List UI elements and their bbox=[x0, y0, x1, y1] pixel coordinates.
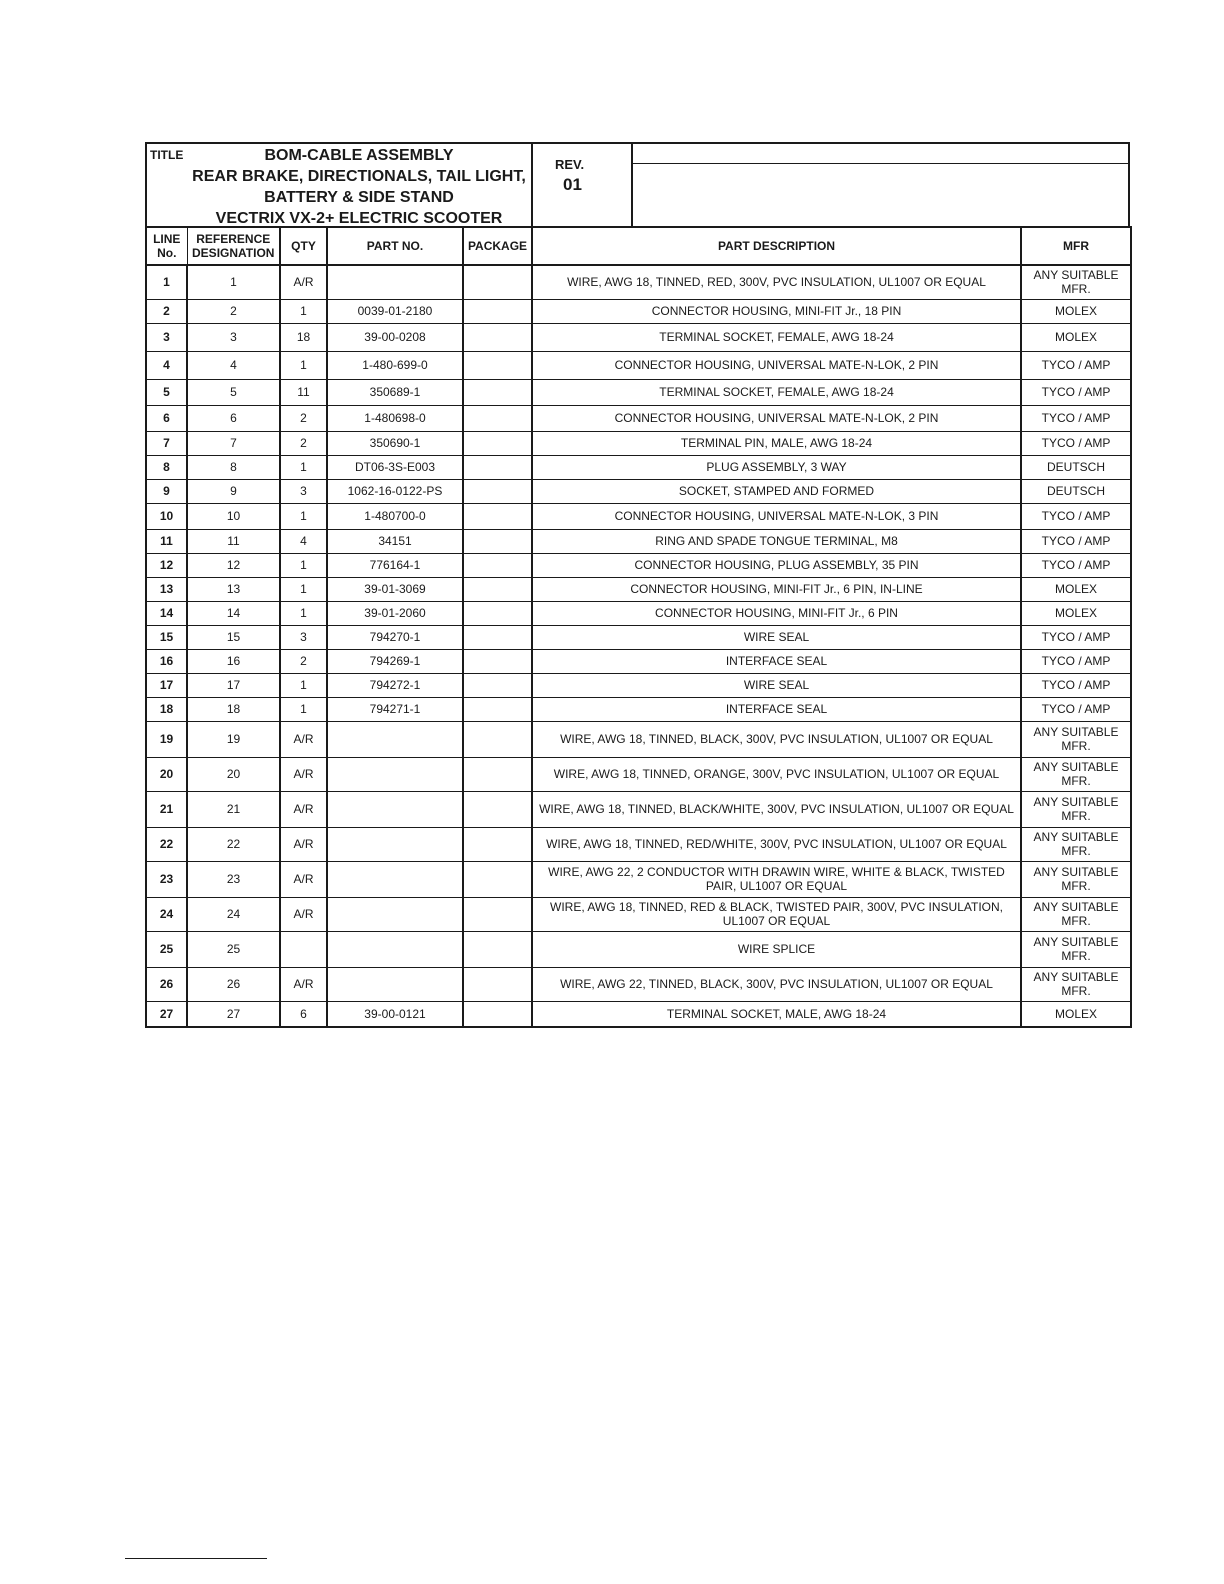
cell-reference-designation: 4 bbox=[187, 351, 280, 379]
cell-qty: 3 bbox=[280, 625, 327, 649]
cell-mfr: ANY SUITABLE MFR. bbox=[1021, 791, 1131, 827]
document-title bbox=[187, 145, 531, 229]
cell-reference-designation: 10 bbox=[187, 503, 280, 529]
cell-package bbox=[463, 601, 532, 625]
cell-package bbox=[463, 1001, 532, 1027]
cell-qty: A/R bbox=[280, 861, 327, 897]
cell-part-description: WIRE SEAL bbox=[532, 625, 1021, 649]
cell-line-no: 15 bbox=[146, 625, 187, 649]
cell-qty: 18 bbox=[280, 323, 327, 351]
cell-line-no: 2 bbox=[146, 299, 187, 323]
cell-line-no: 24 bbox=[146, 897, 187, 931]
cell-part-description: TERMINAL SOCKET, MALE, AWG 18-24 bbox=[532, 1001, 1021, 1027]
cell-mfr: ANY SUITABLE MFR. bbox=[1021, 265, 1131, 299]
cell-line-no: 9 bbox=[146, 479, 187, 503]
cell-part-description: TERMINAL SOCKET, FEMALE, AWG 18-24 bbox=[532, 379, 1021, 405]
cell-mfr: ANY SUITABLE MFR. bbox=[1021, 931, 1131, 967]
cell-qty bbox=[280, 931, 327, 967]
table-header bbox=[146, 227, 1131, 265]
cell-mfr: ANY SUITABLE MFR. bbox=[1021, 757, 1131, 791]
table-row bbox=[146, 405, 1131, 431]
column-header-reference-designation bbox=[187, 227, 280, 265]
cell-package bbox=[463, 625, 532, 649]
column-header-qty: QTY bbox=[280, 227, 327, 265]
cell-part-no bbox=[327, 791, 463, 827]
cell-part-description: PLUG ASSEMBLY, 3 WAY bbox=[532, 455, 1021, 479]
cell-line-no: 18 bbox=[146, 697, 187, 721]
cell-mfr: MOLEX bbox=[1021, 323, 1131, 351]
cell-line-no: 17 bbox=[146, 673, 187, 697]
table-row bbox=[146, 577, 1131, 601]
cell-package bbox=[463, 379, 532, 405]
cell-mfr: TYCO / AMP bbox=[1021, 649, 1131, 673]
cell-part-description: INTERFACE SEAL bbox=[532, 697, 1021, 721]
cell-part-description: WIRE, AWG 22, TINNED, BLACK, 300V, PVC INSULATION, UL1007 OR EQUAL bbox=[532, 967, 1021, 1001]
cell-mfr: MOLEX bbox=[1021, 299, 1131, 323]
cell-reference-designation: 24 bbox=[187, 897, 280, 931]
cell-qty: A/R bbox=[280, 791, 327, 827]
cell-package bbox=[463, 897, 532, 931]
cell-package bbox=[463, 529, 532, 553]
table-row bbox=[146, 379, 1131, 405]
cell-line-no: 21 bbox=[146, 791, 187, 827]
table-row bbox=[146, 1001, 1131, 1027]
cell-mfr: ANY SUITABLE MFR. bbox=[1021, 861, 1131, 897]
cell-qty: 1 bbox=[280, 351, 327, 379]
cell-part-description: WIRE, AWG 22, 2 CONDUCTOR WITH DRAWIN WIRE, WHITE & BLACK, TWISTED PAIR, UL1007 OR EQUAL bbox=[532, 861, 1021, 897]
cell-reference-designation: 25 bbox=[187, 931, 280, 967]
title-line: VECTRIX VX-2+ ELECTRIC SCOOTER bbox=[215, 210, 503, 227]
cell-part-description: CONNECTOR HOUSING, UNIVERSAL MATE-N-LOK, 2 PIN bbox=[532, 405, 1021, 431]
cell-reference-designation: 15 bbox=[187, 625, 280, 649]
cell-part-no: 1-480700-0 bbox=[327, 503, 463, 529]
cell-part-no: 1-480698-0 bbox=[327, 405, 463, 431]
table-row bbox=[146, 553, 1131, 577]
cell-line-no: 16 bbox=[146, 649, 187, 673]
table-row bbox=[146, 721, 1131, 757]
revision-value: 01 bbox=[563, 175, 582, 194]
cell-mfr: TYCO / AMP bbox=[1021, 529, 1131, 553]
cell-package bbox=[463, 431, 532, 455]
cell-package bbox=[463, 323, 532, 351]
cell-line-no: 14 bbox=[146, 601, 187, 625]
cell-reference-designation: 22 bbox=[187, 827, 280, 861]
cell-package bbox=[463, 553, 532, 577]
cell-part-description: INTERFACE SEAL bbox=[532, 649, 1021, 673]
cell-part-no bbox=[327, 265, 463, 299]
cell-line-no: 12 bbox=[146, 553, 187, 577]
column-header-package: PACKAGE bbox=[463, 227, 532, 265]
bom-sheet bbox=[145, 142, 1130, 1028]
table-row bbox=[146, 827, 1131, 861]
cell-package bbox=[463, 967, 532, 1001]
cell-package bbox=[463, 931, 532, 967]
cell-part-no bbox=[327, 861, 463, 897]
cell-mfr: ANY SUITABLE MFR. bbox=[1021, 721, 1131, 757]
cell-part-no: 794272-1 bbox=[327, 673, 463, 697]
footnote-separator bbox=[125, 1558, 267, 1559]
cell-line-no: 3 bbox=[146, 323, 187, 351]
cell-part-description: TERMINAL SOCKET, FEMALE, AWG 18-24 bbox=[532, 323, 1021, 351]
table-body bbox=[146, 265, 1131, 1027]
cell-part-no: 350690-1 bbox=[327, 431, 463, 455]
cell-qty: 4 bbox=[280, 529, 327, 553]
title-line: BOM-CABLE ASSEMBLY bbox=[264, 147, 454, 164]
cell-part-no: 1-480-699-0 bbox=[327, 351, 463, 379]
table-row bbox=[146, 431, 1131, 455]
table-row bbox=[146, 931, 1131, 967]
cell-qty: 1 bbox=[280, 553, 327, 577]
cell-package bbox=[463, 861, 532, 897]
cell-line-no: 7 bbox=[146, 431, 187, 455]
header-row bbox=[146, 227, 1131, 265]
table-row bbox=[146, 757, 1131, 791]
cell-part-description: CONNECTOR HOUSING, PLUG ASSEMBLY, 35 PIN bbox=[532, 553, 1021, 577]
cell-package bbox=[463, 827, 532, 861]
cell-line-no: 13 bbox=[146, 577, 187, 601]
cell-part-description: CONNECTOR HOUSING, UNIVERSAL MATE-N-LOK, 3 PIN bbox=[532, 503, 1021, 529]
cell-part-description: TERMINAL PIN, MALE, AWG 18-24 bbox=[532, 431, 1021, 455]
revision-notes-row bbox=[633, 164, 1128, 226]
cell-reference-designation: 11 bbox=[187, 529, 280, 553]
cell-mfr: DEUTSCH bbox=[1021, 479, 1131, 503]
cell-qty: 1 bbox=[280, 577, 327, 601]
revision-notes-cell bbox=[633, 144, 1128, 226]
table-row bbox=[146, 601, 1131, 625]
cell-part-description: RING AND SPADE TONGUE TERMINAL, M8 bbox=[532, 529, 1021, 553]
cell-qty: 1 bbox=[280, 299, 327, 323]
cell-line-no: 11 bbox=[146, 529, 187, 553]
cell-reference-designation: 14 bbox=[187, 601, 280, 625]
revision-label: REV. bbox=[555, 157, 585, 172]
cell-mfr: TYCO / AMP bbox=[1021, 553, 1131, 577]
revision-notes-row bbox=[633, 144, 1128, 164]
cell-qty: 1 bbox=[280, 601, 327, 625]
cell-package bbox=[463, 299, 532, 323]
cell-qty: A/R bbox=[280, 827, 327, 861]
cell-package bbox=[463, 791, 532, 827]
header-text: DESIGNATION bbox=[192, 246, 275, 260]
cell-package bbox=[463, 479, 532, 503]
cell-package bbox=[463, 405, 532, 431]
cell-package bbox=[463, 455, 532, 479]
cell-mfr: TYCO / AMP bbox=[1021, 431, 1131, 455]
table-row bbox=[146, 529, 1131, 553]
cell-part-description: SOCKET, STAMPED AND FORMED bbox=[532, 479, 1021, 503]
cell-mfr: MOLEX bbox=[1021, 577, 1131, 601]
cell-mfr: ANY SUITABLE MFR. bbox=[1021, 967, 1131, 1001]
cell-reference-designation: 5 bbox=[187, 379, 280, 405]
column-header-line-no bbox=[146, 227, 187, 265]
cell-reference-designation: 13 bbox=[187, 577, 280, 601]
cell-part-description: WIRE, AWG 18, TINNED, RED & BLACK, TWISTED PAIR, 300V, PVC INSULATION, UL1007 OR EQUAL bbox=[532, 897, 1021, 931]
cell-part-no: 39-00-0121 bbox=[327, 1001, 463, 1027]
cell-part-description: WIRE, AWG 18, TINNED, BLACK, 300V, PVC INSULATION, UL1007 OR EQUAL bbox=[532, 721, 1021, 757]
title-line: BATTERY & SIDE STAND bbox=[264, 189, 454, 206]
cell-part-no: 39-00-0208 bbox=[327, 323, 463, 351]
cell-part-no bbox=[327, 757, 463, 791]
cell-reference-designation: 20 bbox=[187, 757, 280, 791]
cell-line-no: 20 bbox=[146, 757, 187, 791]
title-cell bbox=[147, 144, 533, 226]
cell-reference-designation: 8 bbox=[187, 455, 280, 479]
table-row bbox=[146, 791, 1131, 827]
cell-line-no: 6 bbox=[146, 405, 187, 431]
cell-package bbox=[463, 649, 532, 673]
cell-part-no: 794270-1 bbox=[327, 625, 463, 649]
table-row bbox=[146, 351, 1131, 379]
cell-reference-designation: 19 bbox=[187, 721, 280, 757]
cell-package bbox=[463, 673, 532, 697]
cell-qty: 3 bbox=[280, 479, 327, 503]
cell-package bbox=[463, 577, 532, 601]
cell-mfr: TYCO / AMP bbox=[1021, 697, 1131, 721]
cell-reference-designation: 1 bbox=[187, 265, 280, 299]
table-row bbox=[146, 897, 1131, 931]
table-row bbox=[146, 697, 1131, 721]
cell-mfr: TYCO / AMP bbox=[1021, 673, 1131, 697]
cell-qty: 1 bbox=[280, 673, 327, 697]
cell-package bbox=[463, 757, 532, 791]
table-row bbox=[146, 967, 1131, 1001]
cell-line-no: 25 bbox=[146, 931, 187, 967]
cell-reference-designation: 27 bbox=[187, 1001, 280, 1027]
revision-cell bbox=[533, 144, 633, 226]
cell-qty: A/R bbox=[280, 897, 327, 931]
cell-part-description: CONNECTOR HOUSING, MINI-FIT Jr., 18 PIN bbox=[532, 299, 1021, 323]
cell-package bbox=[463, 503, 532, 529]
cell-package bbox=[463, 721, 532, 757]
cell-line-no: 19 bbox=[146, 721, 187, 757]
cell-reference-designation: 2 bbox=[187, 299, 280, 323]
cell-part-no bbox=[327, 827, 463, 861]
cell-reference-designation: 17 bbox=[187, 673, 280, 697]
cell-mfr: TYCO / AMP bbox=[1021, 405, 1131, 431]
cell-mfr: ANY SUITABLE MFR. bbox=[1021, 827, 1131, 861]
cell-qty: 6 bbox=[280, 1001, 327, 1027]
cell-part-no: DT06-3S-E003 bbox=[327, 455, 463, 479]
cell-reference-designation: 6 bbox=[187, 405, 280, 431]
title-label: TITLE bbox=[150, 148, 184, 162]
table-row bbox=[146, 625, 1131, 649]
table-row bbox=[146, 299, 1131, 323]
cell-part-no: 776164-1 bbox=[327, 553, 463, 577]
table-row bbox=[146, 673, 1131, 697]
column-header-part-no: PART NO. bbox=[327, 227, 463, 265]
table-row bbox=[146, 503, 1131, 529]
cell-part-no: 794271-1 bbox=[327, 697, 463, 721]
cell-part-no: 1062-16-0122-PS bbox=[327, 479, 463, 503]
bom-table bbox=[145, 226, 1132, 1028]
cell-part-no: 39-01-2060 bbox=[327, 601, 463, 625]
cell-qty: A/R bbox=[280, 967, 327, 1001]
cell-line-no: 26 bbox=[146, 967, 187, 1001]
cell-reference-designation: 12 bbox=[187, 553, 280, 577]
cell-part-description: WIRE SPLICE bbox=[532, 931, 1021, 967]
table-row bbox=[146, 455, 1131, 479]
title-line: REAR BRAKE, DIRECTIONALS, TAIL LIGHT, bbox=[192, 168, 526, 185]
cell-qty: 2 bbox=[280, 649, 327, 673]
cell-qty: A/R bbox=[280, 265, 327, 299]
cell-reference-designation: 3 bbox=[187, 323, 280, 351]
cell-part-no bbox=[327, 897, 463, 931]
cell-mfr: DEUTSCH bbox=[1021, 455, 1131, 479]
cell-part-no bbox=[327, 967, 463, 1001]
cell-line-no: 27 bbox=[146, 1001, 187, 1027]
cell-line-no: 23 bbox=[146, 861, 187, 897]
table-row bbox=[146, 861, 1131, 897]
table-row bbox=[146, 265, 1131, 299]
cell-reference-designation: 23 bbox=[187, 861, 280, 897]
cell-part-description: CONNECTOR HOUSING, UNIVERSAL MATE-N-LOK, 2 PIN bbox=[532, 351, 1021, 379]
cell-reference-designation: 16 bbox=[187, 649, 280, 673]
cell-qty: 1 bbox=[280, 503, 327, 529]
table-row bbox=[146, 649, 1131, 673]
cell-qty: 2 bbox=[280, 405, 327, 431]
cell-part-description: WIRE, AWG 18, TINNED, RED, 300V, PVC INSULATION, UL1007 OR EQUAL bbox=[532, 265, 1021, 299]
cell-part-description: WIRE, AWG 18, TINNED, BLACK/WHITE, 300V, PVC INSULATION, UL1007 OR EQUAL bbox=[532, 791, 1021, 827]
cell-mfr: MOLEX bbox=[1021, 601, 1131, 625]
cell-mfr: TYCO / AMP bbox=[1021, 379, 1131, 405]
cell-line-no: 22 bbox=[146, 827, 187, 861]
cell-part-no: 794269-1 bbox=[327, 649, 463, 673]
cell-part-description: CONNECTOR HOUSING, MINI-FIT Jr., 6 PIN, IN-LINE bbox=[532, 577, 1021, 601]
cell-part-description: CONNECTOR HOUSING, MINI-FIT Jr., 6 PIN bbox=[532, 601, 1021, 625]
cell-part-no bbox=[327, 721, 463, 757]
cell-qty: 1 bbox=[280, 455, 327, 479]
table-row bbox=[146, 479, 1131, 503]
cell-package bbox=[463, 351, 532, 379]
cell-package bbox=[463, 697, 532, 721]
cell-mfr: MOLEX bbox=[1021, 1001, 1131, 1027]
header-text: LINE bbox=[153, 232, 181, 246]
cell-part-no: 34151 bbox=[327, 529, 463, 553]
cell-mfr: TYCO / AMP bbox=[1021, 625, 1131, 649]
header-text: REFERENCE bbox=[196, 232, 271, 246]
cell-mfr: TYCO / AMP bbox=[1021, 351, 1131, 379]
cell-reference-designation: 7 bbox=[187, 431, 280, 455]
cell-line-no: 1 bbox=[146, 265, 187, 299]
cell-qty: A/R bbox=[280, 757, 327, 791]
cell-part-no: 350689-1 bbox=[327, 379, 463, 405]
cell-qty: 1 bbox=[280, 697, 327, 721]
cell-reference-designation: 9 bbox=[187, 479, 280, 503]
cell-qty: A/R bbox=[280, 721, 327, 757]
cell-part-description: WIRE SEAL bbox=[532, 673, 1021, 697]
cell-package bbox=[463, 265, 532, 299]
cell-line-no: 4 bbox=[146, 351, 187, 379]
cell-line-no: 10 bbox=[146, 503, 187, 529]
cell-mfr: TYCO / AMP bbox=[1021, 503, 1131, 529]
cell-part-no: 39-01-3069 bbox=[327, 577, 463, 601]
cell-part-description: WIRE, AWG 18, TINNED, ORANGE, 300V, PVC INSULATION, UL1007 OR EQUAL bbox=[532, 757, 1021, 791]
cell-part-no: 0039-01-2180 bbox=[327, 299, 463, 323]
cell-part-description: WIRE, AWG 18, TINNED, RED/WHITE, 300V, PVC INSULATION, UL1007 OR EQUAL bbox=[532, 827, 1021, 861]
cell-reference-designation: 18 bbox=[187, 697, 280, 721]
column-header-part-description: PART DESCRIPTION bbox=[532, 227, 1021, 265]
cell-qty: 2 bbox=[280, 431, 327, 455]
column-header-mfr: MFR bbox=[1021, 227, 1131, 265]
cell-line-no: 8 bbox=[146, 455, 187, 479]
cell-part-no bbox=[327, 931, 463, 967]
header-text: No. bbox=[157, 246, 177, 260]
cell-reference-designation: 26 bbox=[187, 967, 280, 1001]
cell-qty: 11 bbox=[280, 379, 327, 405]
cell-reference-designation: 21 bbox=[187, 791, 280, 827]
table-row bbox=[146, 323, 1131, 351]
cell-line-no: 5 bbox=[146, 379, 187, 405]
title-block bbox=[145, 142, 1130, 226]
cell-mfr: ANY SUITABLE MFR. bbox=[1021, 897, 1131, 931]
